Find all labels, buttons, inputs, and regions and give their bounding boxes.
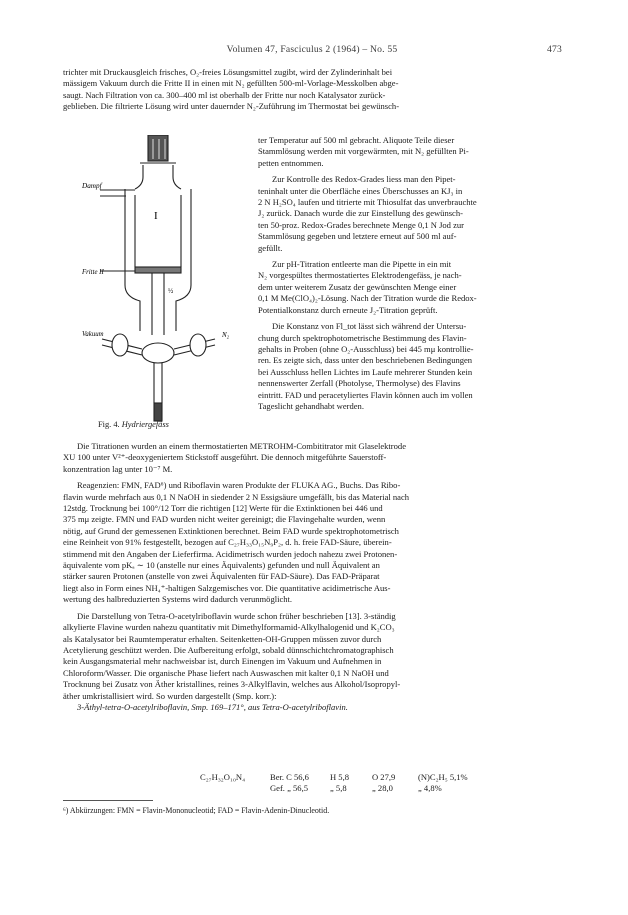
analysis-cell: Gef. „ 56,5 [270, 783, 308, 794]
text-line: äther umkristallisiert wird. So wurden dargestellt (Smp. korr.): [63, 690, 277, 701]
text-line: ten 50-proz. Redox-Grades berechnete Menge 0,1 N Jod zur [258, 219, 465, 230]
hydrogenation-vessel-figure [80, 135, 250, 425]
text-line: Acetylierung geschützt werden. Die Aufbereitung erfolgt, sobald dünnschichtchromatographisch [63, 644, 394, 655]
text-line: 2 N H₂SO₄ laufen und titrierte mit Thiosulfat das unverbrauchte [258, 197, 477, 208]
compound-heading: 3-Äthyl-tetra-O-acetylriboflavin, Smp. 169–171°, aus Tetra-O-acetylriboflavin. [77, 701, 348, 712]
text-line: 375 mμ zeigte. FMN und FAD wurden nicht weiter gereinigt; die Flavingehalte wurden, wenn [63, 514, 386, 525]
text-line: nennenswerter Zerfall (Photolyse, Thermolyse) des Flavins [258, 378, 461, 389]
label-cylinder: I [154, 210, 158, 222]
text-line: geblieben. Die filtrierte Lösung wird unter dauernder N₂-Zuführung im Thermostat bei gewünsch- [63, 101, 400, 112]
text-line: Zur pH-Titration entleerte man die Pipette in ein mit [272, 259, 452, 270]
analysis-row-calculated [200, 772, 498, 783]
text-line: Trocknung bei Zusatz von Äther kristallines, reines 3-Alkylflavin, welches aus Alkohol/Isopropyl- [63, 679, 401, 690]
page-number: 473 [547, 44, 562, 55]
text-line: Stammlösung gegeben und letztere erneut auf 500 ml auf- [258, 231, 457, 242]
text-line: Die Titrationen wurden an einem thermostatierten METROHM-Combititrator mit Glaselektrode [77, 441, 406, 451]
molecular-formula: C₂₇H₃₂O₁₀N₄ [200, 772, 246, 782]
text-line: äquivalente vom pKₐ ∼ 10 (anstelle nur eines Äquivalents) gefunden und null Äquivalent an [63, 560, 380, 571]
text-line: 12stdg. Trocknung bei 100°/12 Torr die richtigen [12] Werte für die Extinktionen bei 446 und [63, 503, 383, 514]
text-line: alkylierte Flavine wurden nahezu quantitativ mit Dimethylformamid-Alkylhalogenid und K₂CO₃ [63, 622, 395, 633]
figure-caption-title: Hydriergefäss [121, 420, 169, 429]
text-line: dem unter weiterem Zusatz der gewünschten Menge einer [258, 281, 457, 292]
figure-caption-label: Fig. 4. [98, 420, 120, 429]
text-line: ren. Es zeigte sich, dass unter den beschriebenen Bedingungen [258, 355, 473, 366]
analysis-row-found [200, 783, 498, 794]
text-line: stimmend mit den Angaben der Lieferfirma. Acidimetrisch wurden jedoch nahezu zwei Protonen- [63, 548, 398, 559]
footnote: ⁶) Abkürzungen: FMN = Flavin-Mononucleotid; FAD = Flavin-Adenin-Dinucleotid. [63, 806, 330, 815]
text-line: gehalts in Proben (ohne O₂-Ausschluss) bei 445 mμ kontrollie- [258, 343, 474, 354]
analysis-cell: H 5,8 [330, 772, 349, 782]
text-line: kein Ausgangsmaterial mehr nachweisbar ist, durch Einengen im Vakuum und Aufnehmen in [63, 656, 382, 667]
text-line: Zur Kontrolle des Redox-Grades liess man den Pipet- [272, 174, 456, 185]
analysis-cell: Ber. C 56,6 [270, 772, 309, 782]
text-line: mässigem Vakuum durch die Fritte II in einen mit N₂ gefüllten 500-ml-Vorlage-Messkolben abge- [63, 78, 399, 89]
footnote-rule [63, 800, 153, 801]
text-line: trichter mit Druckausgleich frisches, O₂-freies Lösungsmittel zugibt, wird der Zylinderinhalt bei [63, 67, 393, 77]
analysis-cell: O 27,9 [372, 772, 396, 782]
right-column-text [258, 135, 562, 412]
label-half: ½ [168, 287, 174, 295]
text-line: als Katalysator bei Raumtemperatur erhalten. Seitenketten-OH-Gruppen müssen zuvor durch [63, 633, 382, 644]
text-line: stärker sauren Protonen (anstelle von zwei Äquivalenten für FAD-Säure). Das FAD-Präparat [63, 571, 380, 582]
text-line: teninhalt unter die Oberfläche eines Überschusses an KJ₃ in [258, 185, 463, 196]
analysis-cell: „ 5,8 [330, 783, 347, 794]
text-line: Die Darstellung von Tetra-O-acetylriboflavin wurde schon früher beschrieben [13]. 3-ständig [77, 610, 396, 621]
analysis-cell: (N)C₂H₅ 5,1% [418, 772, 468, 782]
text-line: Die Konstanz von Fl_tot lässt sich während der Untersu- [272, 321, 467, 332]
text-line: 0,1 M Me(ClO₄)₂-Lösung. Nach der Titration wurde die Redox- [258, 293, 477, 304]
intro-paragraph [63, 67, 561, 113]
text-line: ter Temperatur auf 500 ml gebracht. Aliquote Teile dieser [258, 135, 455, 145]
label-n2: N₂ [222, 331, 230, 339]
elemental-analysis [200, 772, 498, 795]
text-line: Potentialkonstanz durch erneute J₂-Titration geprüft. [258, 304, 438, 315]
text-line: bei Ausschluss hellen Lichtes im Laufe mehrerer Stunden kein [258, 366, 473, 377]
running-head [62, 44, 562, 58]
text-line: eine Reinheit von 91% festgestellt, bezogen auf C₂₇H₃₃O₁₅N₉P₂, d. h. freie FAD-Säure, überein- [63, 537, 392, 548]
text-line: Stammlösung werden mit vorgewärmten, mit N₂ gefüllten Pi- [258, 146, 469, 157]
text-line: eintritt. FAD und peracetyliertes Flavin können auch im vollen [258, 389, 473, 400]
text-line: nötig, auf Grund der gemessenen Extinktionen berechnet. Beim FAD wurde spektrophotometrisch [63, 525, 399, 536]
text-line: XU 100 unter V²⁺-deoxygeniertem Stickstoff ausgeführt. Die dennoch mitgeführte Sauerstoff- [63, 452, 387, 463]
label-dampf: Dampf [82, 182, 102, 190]
text-line: Reagenzien: FMN, FAD⁶) und Riboflavin waren Produkte der FLUKA AG., Buchs. Das Ribo- [77, 480, 401, 491]
figure-caption [98, 420, 169, 429]
journal-issue: Volumen 47, Fasciculus 2 (1964) – No. 55 [226, 44, 398, 55]
text-line: flavin wurde mehrfach aus 0,1 N NaOH in siedender 2 N Essigsäure umgefällt, bis das Material nach [63, 491, 410, 502]
analysis-cell: „ 28,0 [372, 783, 393, 794]
text-line: N₂ vorgespültes thermostatiertes Elektrodengefäss, je nach- [258, 270, 462, 281]
text-line: saugt. Nach Filtration von ca. 300–400 ml ist oberhalb der Fritte nur noch Katalysator zurück- [63, 89, 386, 100]
lower-text [63, 441, 561, 713]
analysis-cell: „ 4,8% [418, 783, 442, 794]
text-line: Tageslicht gehandhabt werden. [258, 400, 364, 411]
text-line: liegt also in Form eines NH₄⁺-haltigen Salzgemisches vor. Die quantitative acidimetrische Aus- [63, 582, 391, 593]
text-line: Chloroform/Wasser. Die organische Phase liefert nach Auswaschen mit kalter 0,1 N NaOH und [63, 667, 389, 678]
text-line: J₂ zurück. Danach wurde die zur Einstellung des gewünsch- [258, 208, 463, 219]
text-line: petten entnommen. [258, 157, 324, 168]
label-fritte: Fritte II [82, 269, 104, 276]
text-line: wertung des halbreduzierten Systems wird dadurch verunmöglicht. [63, 594, 293, 605]
text-line: chung durch spektrophotometrische Bestimmung des Flavin- [258, 332, 467, 343]
label-vakuum: Vakuum [82, 331, 104, 338]
text-line: konzentration lag unter 10⁻⁷ M. [63, 463, 173, 474]
text-line: gefüllt. [258, 242, 283, 253]
